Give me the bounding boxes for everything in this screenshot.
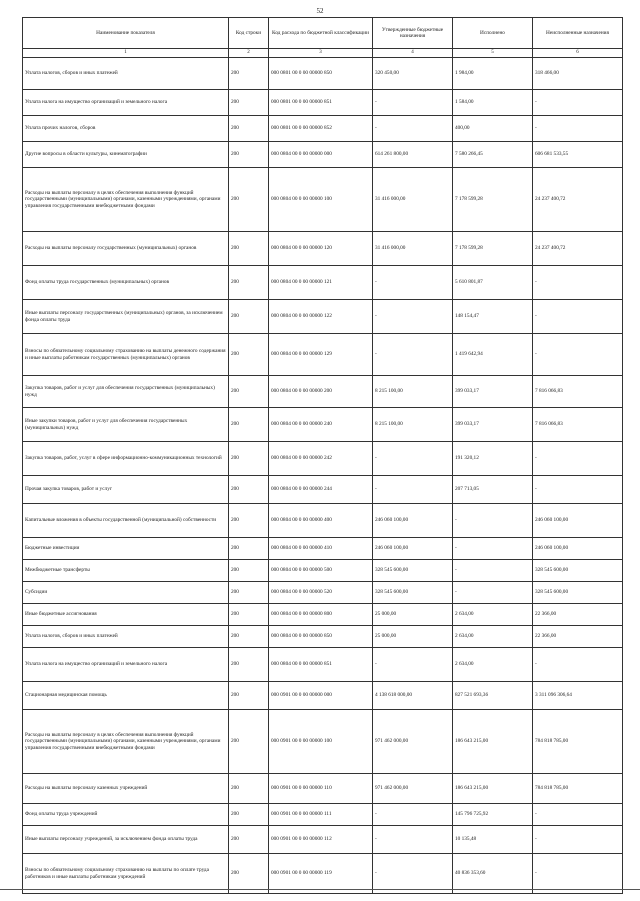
cell-unexecuted-amount: -: [533, 648, 623, 682]
cell-executed-amount: 145 796 725,92: [453, 804, 533, 826]
cell-expense-code: 000 0901 00 0 00 00000 100: [269, 710, 373, 774]
cell-approved-amount: 614 261 800,00: [373, 142, 453, 168]
cell-indicator-name: Расходы на выплаты персоналу казенных учреждений: [23, 774, 229, 804]
cell-expense-code: 000 0801 00 0 00 00000 851: [269, 90, 373, 116]
cell-indicator-name: Капитальные вложения в объекты государственной (муниципальной) собственности: [23, 504, 229, 538]
table-row: [23, 442, 623, 476]
cell-line-code: 200: [229, 300, 269, 334]
cell-approved-amount: 971 462 000,00: [373, 774, 453, 804]
cell-approved-amount: -: [373, 476, 453, 504]
cell-unexecuted-amount: -: [533, 804, 623, 826]
table-row: [23, 774, 623, 804]
table-row: [23, 854, 623, 894]
table-row: [23, 560, 623, 582]
cell-indicator-name: Взносы по обязательному социальному страхованию на выплаты по оплате труда работников и иные выплаты работникам учреждений: [23, 854, 229, 894]
cell-unexecuted-amount: 328 545 600,00: [533, 582, 623, 604]
cell-expense-code: 000 0901 00 0 00 00000 112: [269, 826, 373, 854]
column-number: 2: [229, 49, 269, 58]
cell-line-code: 200: [229, 826, 269, 854]
cell-expense-code: 000 0804 00 0 00 00000 100: [269, 168, 373, 232]
cell-expense-code: 000 0804 00 0 00 00000 121: [269, 266, 373, 300]
table-row: [23, 376, 623, 408]
cell-indicator-name: Фонд оплаты труда учреждений: [23, 804, 229, 826]
cell-executed-amount: 1 984,00: [453, 58, 533, 90]
cell-executed-amount: 5 610 801,87: [453, 266, 533, 300]
cell-unexecuted-amount: 7 816 066,83: [533, 408, 623, 442]
cell-indicator-name: Расходы на выплаты персоналу в целях обеспечения выполнения функций государственными (муниципальными) органами, казенными учреждениями, органами управления государственными внебюджетными фондами: [23, 168, 229, 232]
cell-line-code: 200: [229, 232, 269, 266]
cell-executed-amount: 7 178 599,28: [453, 168, 533, 232]
cell-approved-amount: -: [373, 804, 453, 826]
cell-expense-code: 000 0901 00 0 00 00000 000: [269, 682, 373, 710]
table-row: [23, 142, 623, 168]
table-row: [23, 504, 623, 538]
cell-executed-amount: 7 178 599,28: [453, 232, 533, 266]
cell-indicator-name: Прочая закупка товаров, работ и услуг: [23, 476, 229, 504]
cell-unexecuted-amount: 24 237 400,72: [533, 232, 623, 266]
cell-indicator-name: Иные бюджетные ассигнования: [23, 604, 229, 626]
cell-unexecuted-amount: 318 466,00: [533, 58, 623, 90]
cell-approved-amount: -: [373, 116, 453, 142]
cell-approved-amount: -: [373, 266, 453, 300]
cell-expense-code: 000 0804 00 0 00 00000 000: [269, 142, 373, 168]
cell-unexecuted-amount: -: [533, 334, 623, 376]
cell-executed-amount: -: [453, 504, 533, 538]
cell-line-code: 200: [229, 408, 269, 442]
table-row: [23, 168, 623, 232]
table-row: [23, 826, 623, 854]
cell-executed-amount: 827 521 693,36: [453, 682, 533, 710]
cell-approved-amount: 328 545 600,00: [373, 560, 453, 582]
cell-executed-amount: 7 580 266,45: [453, 142, 533, 168]
cell-approved-amount: 320 450,00: [373, 58, 453, 90]
cell-indicator-name: Уплата налогов, сборов и иных платежей: [23, 626, 229, 648]
cell-indicator-name: Взносы по обязательному социальному страхованию на выплаты денежного содержания и иные выплаты работникам государственных (муниципальных) органов: [23, 334, 229, 376]
cell-executed-amount: 186 643 215,00: [453, 774, 533, 804]
cell-unexecuted-amount: -: [533, 442, 623, 476]
cell-unexecuted-amount: -: [533, 266, 623, 300]
cell-indicator-name: Бюджетные инвестиции: [23, 538, 229, 560]
cell-unexecuted-amount: -: [533, 476, 623, 504]
cell-unexecuted-amount: -: [533, 90, 623, 116]
cell-approved-amount: -: [373, 300, 453, 334]
cell-line-code: 200: [229, 626, 269, 648]
cell-approved-amount: 8 215 100,00: [373, 376, 453, 408]
page-bottom-divider: [0, 889, 640, 890]
cell-line-code: 200: [229, 538, 269, 560]
cell-unexecuted-amount: 246 060 100,00: [533, 538, 623, 560]
cell-expense-code: 000 0804 00 0 00 00000 244: [269, 476, 373, 504]
cell-expense-code: 000 0804 00 0 00 00000 500: [269, 560, 373, 582]
cell-indicator-name: Закупка товаров, работ, услуг в сфере информационно-коммуникационных технологий: [23, 442, 229, 476]
cell-expense-code: 000 0804 00 0 00 00000 200: [269, 376, 373, 408]
cell-executed-amount: 2 634,00: [453, 604, 533, 626]
table-row: [23, 58, 623, 90]
table-row: [23, 90, 623, 116]
column-number: 4: [373, 49, 453, 58]
header-expense-code: Код расхода по бюджетной классификации: [269, 18, 373, 49]
cell-unexecuted-amount: 784 818 785,00: [533, 774, 623, 804]
cell-indicator-name: Уплата налога на имущество организаций и земельного налога: [23, 648, 229, 682]
cell-indicator-name: Другие вопросы в области культуры, кинематографии: [23, 142, 229, 168]
cell-executed-amount: -: [453, 538, 533, 560]
table-row: [23, 266, 623, 300]
table-row: [23, 232, 623, 266]
cell-line-code: 200: [229, 376, 269, 408]
cell-line-code: 200: [229, 582, 269, 604]
cell-expense-code: 000 0804 00 0 00 00000 800: [269, 604, 373, 626]
cell-line-code: 200: [229, 854, 269, 894]
cell-expense-code: 000 0901 00 0 00 00000 111: [269, 804, 373, 826]
cell-line-code: 200: [229, 58, 269, 90]
cell-expense-code: 000 0804 00 0 00 00000 851: [269, 648, 373, 682]
cell-executed-amount: 10 135,48: [453, 826, 533, 854]
cell-line-code: 200: [229, 682, 269, 710]
cell-expense-code: 000 0804 00 0 00 00000 520: [269, 582, 373, 604]
cell-approved-amount: 25 000,00: [373, 626, 453, 648]
cell-unexecuted-amount: -: [533, 300, 623, 334]
table-row: [23, 626, 623, 648]
cell-approved-amount: 31 416 000,00: [373, 232, 453, 266]
header-row: [23, 18, 623, 49]
cell-line-code: 200: [229, 604, 269, 626]
column-number-row: [23, 49, 623, 58]
cell-approved-amount: 25 000,00: [373, 604, 453, 626]
cell-approved-amount: 4 138 618 000,00: [373, 682, 453, 710]
cell-executed-amount: -: [453, 582, 533, 604]
cell-executed-amount: 207 713,05: [453, 476, 533, 504]
cell-line-code: 200: [229, 442, 269, 476]
cell-indicator-name: Иные выплаты персоналу учреждений, за исключением фонда оплаты труда: [23, 826, 229, 854]
cell-line-code: 200: [229, 116, 269, 142]
cell-line-code: 200: [229, 504, 269, 538]
cell-executed-amount: 1 584,00: [453, 90, 533, 116]
cell-executed-amount: 400,00: [453, 116, 533, 142]
header-approved: Утвержденные бюджетные назначения: [373, 18, 453, 49]
cell-unexecuted-amount: 606 681 533,55: [533, 142, 623, 168]
cell-approved-amount: -: [373, 648, 453, 682]
cell-indicator-name: Межбюджетные трансферты: [23, 560, 229, 582]
column-number: 1: [23, 49, 229, 58]
table-row: [23, 604, 623, 626]
cell-indicator-name: Иные закупки товаров, работ и услуг для обеспечения государственных (муниципальных) нужд: [23, 408, 229, 442]
column-number: 3: [269, 49, 373, 58]
cell-indicator-name: Фонд оплаты труда государственных (муниципальных) органов: [23, 266, 229, 300]
cell-unexecuted-amount: 7 816 066,83: [533, 376, 623, 408]
cell-expense-code: 000 0804 00 0 00 00000 850: [269, 626, 373, 648]
cell-expense-code: 000 0804 00 0 00 00000 122: [269, 300, 373, 334]
cell-expense-code: 000 0804 00 0 00 00000 120: [269, 232, 373, 266]
cell-unexecuted-amount: 328 545 600,00: [533, 560, 623, 582]
table-row: [23, 408, 623, 442]
cell-line-code: 200: [229, 334, 269, 376]
cell-indicator-name: Уплата налогов, сборов и иных платежей: [23, 58, 229, 90]
cell-line-code: 200: [229, 560, 269, 582]
cell-executed-amount: 186 643 215,00: [453, 710, 533, 774]
cell-approved-amount: -: [373, 854, 453, 894]
cell-line-code: 200: [229, 774, 269, 804]
cell-indicator-name: Расходы на выплаты персоналу государственных (муниципальных) органов: [23, 232, 229, 266]
table-row: [23, 648, 623, 682]
column-number: 6: [533, 49, 623, 58]
cell-approved-amount: -: [373, 826, 453, 854]
cell-executed-amount: -: [453, 560, 533, 582]
cell-approved-amount: 246 060 100,00: [373, 538, 453, 560]
cell-indicator-name: Стационарная медицинская помощь: [23, 682, 229, 710]
cell-executed-amount: 399 033,17: [453, 408, 533, 442]
table-row: [23, 476, 623, 504]
table-body: [23, 58, 623, 894]
cell-unexecuted-amount: 24 237 400,72: [533, 168, 623, 232]
cell-executed-amount: 40 836 353,60: [453, 854, 533, 894]
table-row: [23, 804, 623, 826]
header-indicator-name: Наименование показателя: [23, 18, 229, 49]
cell-line-code: 200: [229, 142, 269, 168]
cell-indicator-name: Уплата налога на имущество организаций и земельного налога: [23, 90, 229, 116]
cell-unexecuted-amount: 22 366,00: [533, 626, 623, 648]
table-row: [23, 334, 623, 376]
cell-unexecuted-amount: 784 818 785,00: [533, 710, 623, 774]
cell-expense-code: 000 0804 00 0 00 00000 129: [269, 334, 373, 376]
cell-indicator-name: Расходы на выплаты персоналу в целях обеспечения выполнения функций государственными (муниципальными) органами, казенными учреждениями, органами управления государственными внебюджетными фондами: [23, 710, 229, 774]
cell-line-code: 200: [229, 266, 269, 300]
header-unexecuted: Неисполненные назначения: [533, 18, 623, 49]
cell-unexecuted-amount: -: [533, 826, 623, 854]
cell-indicator-name: Иные выплаты персоналу государственных (муниципальных) органов, за исключением фонда оплаты труда: [23, 300, 229, 334]
cell-line-code: 200: [229, 168, 269, 232]
table-row: [23, 538, 623, 560]
header-executed: Исполнено: [453, 18, 533, 49]
cell-expense-code: 000 0801 00 0 00 00000 852: [269, 116, 373, 142]
cell-approved-amount: -: [373, 442, 453, 476]
cell-unexecuted-amount: 3 311 096 306,64: [533, 682, 623, 710]
cell-indicator-name: Закупка товаров, работ и услуг для обеспечения государственных (муниципальных) нужд: [23, 376, 229, 408]
budget-execution-table: [22, 17, 623, 894]
cell-expense-code: 000 0804 00 0 00 00000 410: [269, 538, 373, 560]
cell-approved-amount: 31 416 000,00: [373, 168, 453, 232]
cell-approved-amount: 8 215 100,00: [373, 408, 453, 442]
cell-approved-amount: -: [373, 90, 453, 116]
table-row: [23, 300, 623, 334]
cell-executed-amount: 148 154,47: [453, 300, 533, 334]
cell-expense-code: 000 0901 00 0 00 00000 119: [269, 854, 373, 894]
cell-approved-amount: -: [373, 334, 453, 376]
cell-indicator-name: Уплата прочих налогов, сборов: [23, 116, 229, 142]
cell-unexecuted-amount: -: [533, 854, 623, 894]
table-row: [23, 116, 623, 142]
cell-line-code: 200: [229, 476, 269, 504]
cell-unexecuted-amount: 246 060 100,00: [533, 504, 623, 538]
column-number: 5: [453, 49, 533, 58]
cell-executed-amount: 2 634,00: [453, 626, 533, 648]
cell-expense-code: 000 0901 00 0 00 00000 110: [269, 774, 373, 804]
cell-executed-amount: 1 419 642,94: [453, 334, 533, 376]
cell-executed-amount: 191 320,12: [453, 442, 533, 476]
cell-executed-amount: 2 634,00: [453, 648, 533, 682]
table-row: [23, 682, 623, 710]
cell-line-code: 200: [229, 648, 269, 682]
cell-indicator-name: Субсидии: [23, 582, 229, 604]
cell-approved-amount: 246 060 100,00: [373, 504, 453, 538]
cell-expense-code: 000 0801 00 0 00 00000 850: [269, 58, 373, 90]
table-row: [23, 710, 623, 774]
cell-expense-code: 000 0804 00 0 00 00000 242: [269, 442, 373, 476]
cell-line-code: 200: [229, 804, 269, 826]
cell-unexecuted-amount: 22 366,00: [533, 604, 623, 626]
table-row: [23, 582, 623, 604]
cell-expense-code: 000 0804 00 0 00 00000 240: [269, 408, 373, 442]
cell-executed-amount: 399 033,17: [453, 376, 533, 408]
cell-unexecuted-amount: -: [533, 116, 623, 142]
page-number: 52: [316, 7, 324, 15]
cell-line-code: 200: [229, 90, 269, 116]
cell-approved-amount: 328 545 600,00: [373, 582, 453, 604]
cell-line-code: 200: [229, 710, 269, 774]
cell-approved-amount: 971 462 000,00: [373, 710, 453, 774]
cell-expense-code: 000 0804 00 0 00 00000 400: [269, 504, 373, 538]
header-line-code: Код строки: [229, 18, 269, 49]
